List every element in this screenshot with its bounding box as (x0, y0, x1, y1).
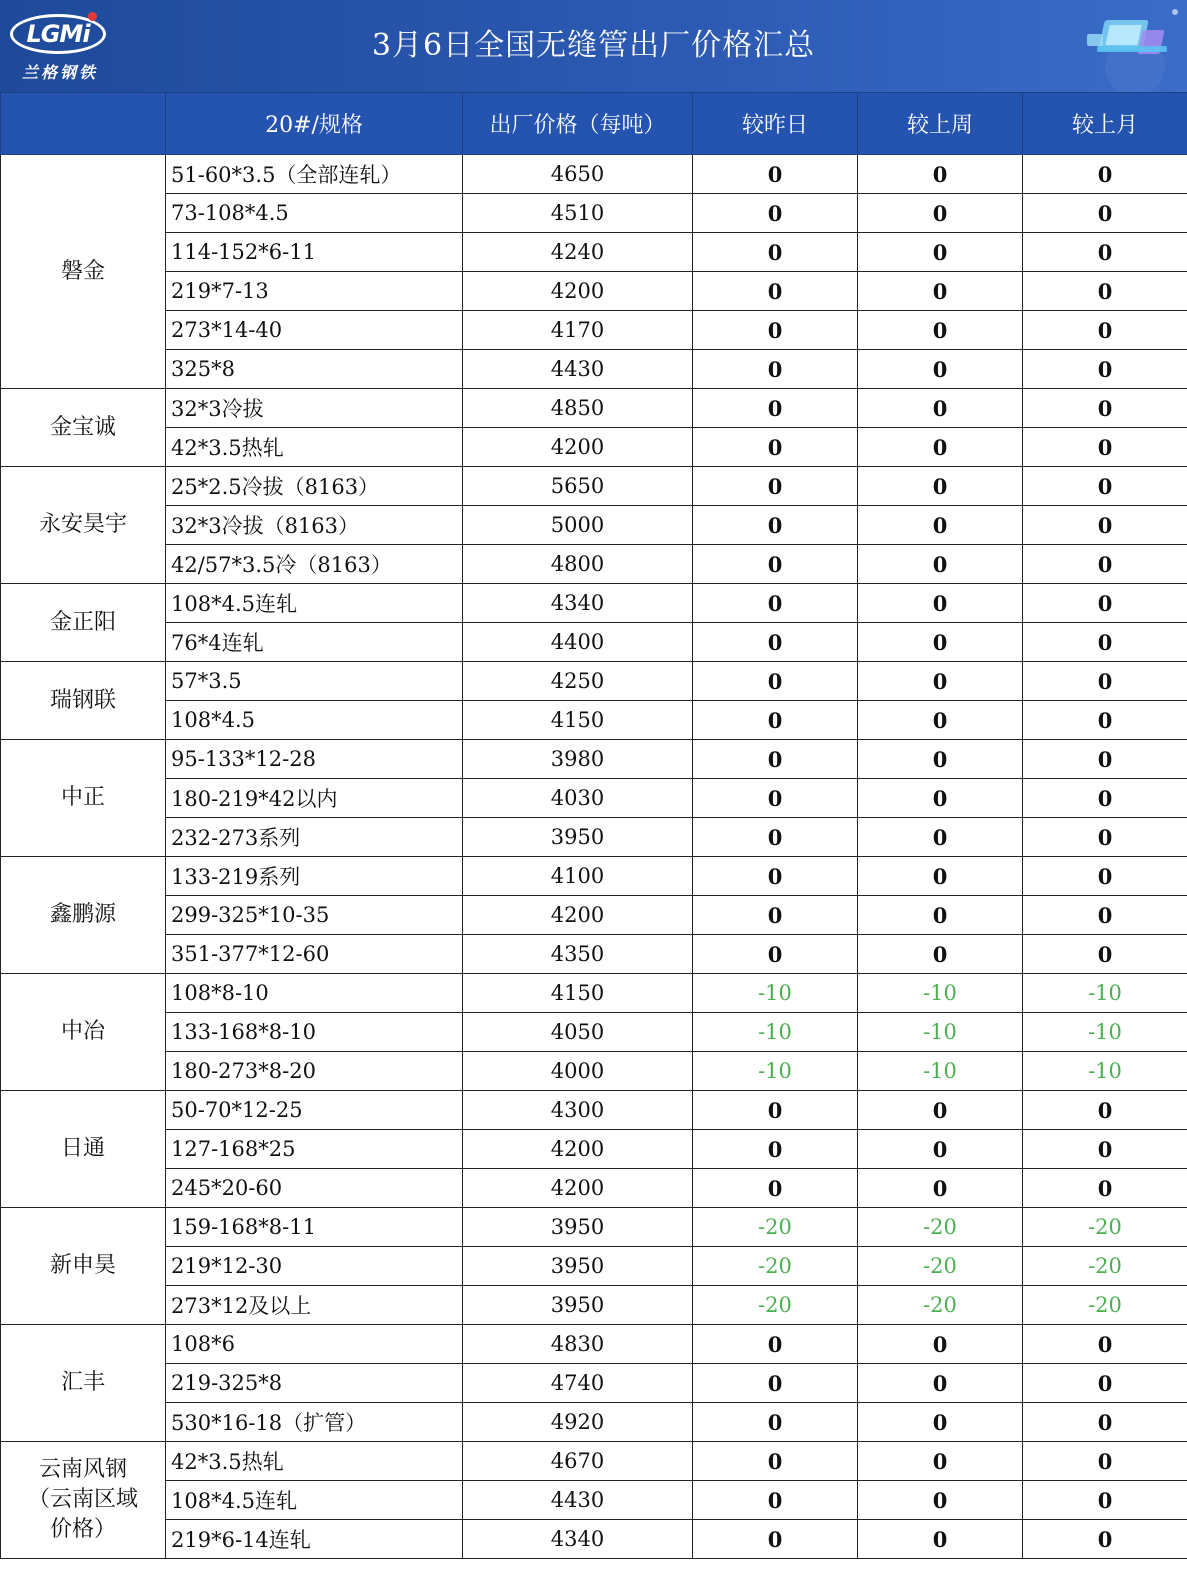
column-header-price: 出厂价格（每吨） (463, 93, 693, 155)
change-vs-last-month-cell: -20 (1023, 1247, 1187, 1286)
table-row (1, 1169, 1187, 1208)
company-name-cell: 云南风钢（云南区域价格） (1, 1442, 166, 1559)
change-vs-yesterday-cell: 0 (693, 896, 858, 935)
change-vs-yesterday-cell: 0 (693, 155, 858, 194)
table-row (1, 272, 1187, 311)
change-vs-last-month-cell: 0 (1023, 1481, 1187, 1520)
change-vs-yesterday-cell: 0 (693, 350, 858, 389)
change-vs-last-week-cell: 0 (858, 818, 1023, 857)
table-row (1, 1286, 1187, 1325)
table-row (1, 623, 1187, 662)
change-vs-last-month-cell: 0 (1023, 1325, 1187, 1364)
price-cell: 4030 (463, 779, 693, 818)
price-cell: 4850 (463, 389, 693, 428)
change-vs-last-week-cell: 0 (858, 896, 1023, 935)
table-row (1, 974, 1187, 1013)
spec-cell: 51-60*3.5（全部连轧） (166, 155, 463, 194)
change-vs-last-week-cell: 0 (858, 194, 1023, 233)
spec-cell: 32*3冷拔（8163） (166, 506, 463, 545)
change-vs-last-week-cell: 0 (858, 467, 1023, 506)
change-vs-yesterday-cell: 0 (693, 1481, 858, 1520)
change-vs-yesterday-cell: 0 (693, 1169, 858, 1208)
change-vs-last-week-cell: -20 (858, 1247, 1023, 1286)
column-header-vs-yesterday: 较昨日 (693, 93, 858, 155)
change-vs-last-month-cell: 0 (1023, 1091, 1187, 1130)
spec-cell: 219-325*8 (166, 1364, 463, 1403)
change-vs-last-week-cell: 0 (858, 623, 1023, 662)
price-cell: 4150 (463, 701, 693, 740)
price-cell: 3950 (463, 1247, 693, 1286)
price-cell: 4510 (463, 194, 693, 233)
table-row (1, 740, 1187, 779)
change-vs-last-month-cell: 0 (1023, 935, 1187, 974)
price-cell: 4170 (463, 311, 693, 350)
change-vs-last-week-cell: 0 (858, 1520, 1023, 1559)
price-cell: 4250 (463, 662, 693, 701)
price-cell: 4000 (463, 1052, 693, 1091)
price-cell: 4920 (463, 1403, 693, 1442)
header-banner (0, 0, 1187, 92)
change-vs-last-week-cell: 0 (858, 311, 1023, 350)
change-vs-last-week-cell: 0 (858, 1091, 1023, 1130)
change-vs-last-month-cell: 0 (1023, 1442, 1187, 1481)
change-vs-last-month-cell: -20 (1023, 1208, 1187, 1247)
change-vs-last-week-cell: -10 (858, 974, 1023, 1013)
page-title: 3月6日全国无缝管出厂价格汇总 (371, 28, 816, 63)
spec-cell: 108*4.5连轧 (166, 1481, 463, 1520)
spec-cell: 325*8 (166, 350, 463, 389)
table-row (1, 896, 1187, 935)
table-row (1, 1013, 1187, 1052)
change-vs-last-month-cell: -10 (1023, 1052, 1187, 1091)
change-vs-yesterday-cell: 0 (693, 1364, 858, 1403)
table-row (1, 467, 1187, 506)
spec-cell: 273*12及以上 (166, 1286, 463, 1325)
price-cell: 4340 (463, 584, 693, 623)
price-cell: 3950 (463, 1208, 693, 1247)
change-vs-last-week-cell: 0 (858, 389, 1023, 428)
change-vs-last-month-cell: 0 (1023, 857, 1187, 896)
change-vs-yesterday-cell: 0 (693, 935, 858, 974)
table-row (1, 389, 1187, 428)
change-vs-yesterday-cell: 0 (693, 1325, 858, 1364)
change-vs-last-month-cell: 0 (1023, 155, 1187, 194)
spec-cell: 42*3.5热轧 (166, 428, 463, 467)
change-vs-last-month-cell: 0 (1023, 389, 1187, 428)
change-vs-last-month-cell: 0 (1023, 272, 1187, 311)
change-vs-yesterday-cell: 0 (693, 1130, 858, 1169)
spec-cell: 108*4.5 (166, 701, 463, 740)
change-vs-last-month-cell: 0 (1023, 584, 1187, 623)
price-cell: 4200 (463, 1169, 693, 1208)
column-header-spec: 20#/规格 (166, 93, 463, 155)
change-vs-yesterday-cell: 0 (693, 311, 858, 350)
spec-cell: 159-168*8-11 (166, 1208, 463, 1247)
table-row (1, 1091, 1187, 1130)
spec-cell: 219*12-30 (166, 1247, 463, 1286)
price-cell: 4200 (463, 272, 693, 311)
change-vs-last-month-cell: 0 (1023, 896, 1187, 935)
change-vs-yesterday-cell: 0 (693, 857, 858, 896)
change-vs-last-week-cell: 0 (858, 428, 1023, 467)
column-header-company (1, 93, 166, 155)
change-vs-last-week-cell: -20 (858, 1286, 1023, 1325)
price-cell: 4350 (463, 935, 693, 974)
table-row (1, 545, 1187, 584)
spec-cell: 42*3.5热轧 (166, 1442, 463, 1481)
spec-cell: 245*20-60 (166, 1169, 463, 1208)
price-cell: 3950 (463, 818, 693, 857)
change-vs-yesterday-cell: 0 (693, 1520, 858, 1559)
change-vs-yesterday-cell: -20 (693, 1247, 858, 1286)
price-cell: 4830 (463, 1325, 693, 1364)
spec-cell: 133-168*8-10 (166, 1013, 463, 1052)
price-table (0, 92, 1187, 1559)
change-vs-yesterday-cell: 0 (693, 272, 858, 311)
change-vs-last-week-cell: 0 (858, 1364, 1023, 1403)
change-vs-yesterday-cell: 0 (693, 545, 858, 584)
change-vs-yesterday-cell: 0 (693, 584, 858, 623)
change-vs-yesterday-cell: 0 (693, 818, 858, 857)
price-cell: 4340 (463, 1520, 693, 1559)
change-vs-yesterday-cell: 0 (693, 1442, 858, 1481)
table-row (1, 194, 1187, 233)
change-vs-yesterday-cell: 0 (693, 194, 858, 233)
change-vs-yesterday-cell: 0 (693, 740, 858, 779)
change-vs-last-month-cell: -10 (1023, 1013, 1187, 1052)
column-header-vs-last-month: 较上月 (1023, 93, 1187, 155)
price-cell: 4670 (463, 1442, 693, 1481)
spec-cell: 299-325*10-35 (166, 896, 463, 935)
change-vs-yesterday-cell: 0 (693, 779, 858, 818)
change-vs-yesterday-cell: 0 (693, 623, 858, 662)
company-name-cell: 日通 (1, 1091, 166, 1208)
change-vs-last-week-cell: 0 (858, 1325, 1023, 1364)
change-vs-last-month-cell: 0 (1023, 428, 1187, 467)
spec-cell: 232-273系列 (166, 818, 463, 857)
table-row (1, 1364, 1187, 1403)
change-vs-yesterday-cell: -10 (693, 1013, 858, 1052)
change-vs-last-month-cell: 0 (1023, 701, 1187, 740)
change-vs-last-week-cell: -10 (858, 1013, 1023, 1052)
spec-cell: 133-219系列 (166, 857, 463, 896)
table-row (1, 857, 1187, 896)
price-cell: 4200 (463, 428, 693, 467)
table-row (1, 818, 1187, 857)
spec-cell: 108*4.5连轧 (166, 584, 463, 623)
company-name-cell: 鑫鹏源 (1, 857, 166, 974)
change-vs-last-week-cell: 0 (858, 740, 1023, 779)
spec-cell: 108*8-10 (166, 974, 463, 1013)
company-name-cell: 汇丰 (1, 1325, 166, 1442)
table-row (1, 935, 1187, 974)
change-vs-last-month-cell: 0 (1023, 1169, 1187, 1208)
table-row (1, 1208, 1187, 1247)
change-vs-last-month-cell: 0 (1023, 779, 1187, 818)
change-vs-yesterday-cell: -10 (693, 974, 858, 1013)
change-vs-last-month-cell: 0 (1023, 194, 1187, 233)
change-vs-last-month-cell: 0 (1023, 1364, 1187, 1403)
table-row (1, 701, 1187, 740)
table-row (1, 779, 1187, 818)
price-cell: 4800 (463, 545, 693, 584)
table-row (1, 233, 1187, 272)
company-name-cell: 新申昊 (1, 1208, 166, 1325)
price-cell: 4430 (463, 1481, 693, 1520)
price-cell: 3980 (463, 740, 693, 779)
change-vs-yesterday-cell: 0 (693, 233, 858, 272)
price-cell: 5000 (463, 506, 693, 545)
change-vs-last-month-cell: 0 (1023, 1130, 1187, 1169)
change-vs-last-week-cell: 0 (858, 506, 1023, 545)
change-vs-last-week-cell: 0 (858, 779, 1023, 818)
change-vs-yesterday-cell: 0 (693, 389, 858, 428)
table-row (1, 311, 1187, 350)
change-vs-last-week-cell: -10 (858, 1052, 1023, 1091)
change-vs-last-week-cell: 0 (858, 1169, 1023, 1208)
price-cell: 4740 (463, 1364, 693, 1403)
logo-cn-text: 兰格钢铁 (21, 63, 98, 82)
change-vs-yesterday-cell: -20 (693, 1208, 858, 1247)
spec-cell: 530*16-18（扩管） (166, 1403, 463, 1442)
price-cell: 4200 (463, 1130, 693, 1169)
change-vs-last-month-cell: 0 (1023, 1403, 1187, 1442)
table-row (1, 350, 1187, 389)
table-row (1, 1520, 1187, 1559)
spec-cell: 273*14-40 (166, 311, 463, 350)
change-vs-last-month-cell: -10 (1023, 974, 1187, 1013)
spec-cell: 219*7-13 (166, 272, 463, 311)
table-row (1, 1403, 1187, 1442)
table-row (1, 1325, 1187, 1364)
table-row (1, 1442, 1187, 1481)
logo-text: LGMi (26, 20, 90, 48)
table-row (1, 428, 1187, 467)
table-row (1, 1130, 1187, 1169)
company-name-cell: 永安昊宇 (1, 467, 166, 584)
change-vs-last-month-cell: 0 (1023, 311, 1187, 350)
spec-cell: 57*3.5 (166, 662, 463, 701)
change-vs-last-week-cell: 0 (858, 1481, 1023, 1520)
price-cell: 4400 (463, 623, 693, 662)
change-vs-yesterday-cell: -10 (693, 1052, 858, 1091)
table-row (1, 1481, 1187, 1520)
price-cell: 4200 (463, 896, 693, 935)
price-cell: 4650 (463, 155, 693, 194)
spec-cell: 180-273*8-20 (166, 1052, 463, 1091)
company-name-cell: 中冶 (1, 974, 166, 1091)
price-cell: 4100 (463, 857, 693, 896)
change-vs-last-week-cell: 0 (858, 545, 1023, 584)
change-vs-yesterday-cell: 0 (693, 467, 858, 506)
table-body (1, 155, 1187, 1559)
spec-cell: 32*3冷拔 (166, 389, 463, 428)
change-vs-last-week-cell: 0 (858, 1403, 1023, 1442)
change-vs-last-week-cell: 0 (858, 155, 1023, 194)
spec-cell: 50-70*12-25 (166, 1091, 463, 1130)
price-cell: 3950 (463, 1286, 693, 1325)
spec-cell: 73-108*4.5 (166, 194, 463, 233)
spec-cell: 351-377*12-60 (166, 935, 463, 974)
change-vs-last-month-cell: 0 (1023, 467, 1187, 506)
change-vs-last-month-cell: 0 (1023, 1520, 1187, 1559)
spec-cell: 114-152*6-11 (166, 233, 463, 272)
spec-cell: 76*4连轧 (166, 623, 463, 662)
spec-cell: 108*6 (166, 1325, 463, 1364)
decorative-illustration-icon (1057, 0, 1187, 92)
change-vs-last-week-cell: 0 (858, 857, 1023, 896)
change-vs-last-week-cell: 0 (858, 1442, 1023, 1481)
table-row (1, 1247, 1187, 1286)
spec-cell: 25*2.5冷拔（8163） (166, 467, 463, 506)
spec-cell: 42/57*3.5冷（8163） (166, 545, 463, 584)
price-cell: 5650 (463, 467, 693, 506)
change-vs-last-week-cell: 0 (858, 701, 1023, 740)
change-vs-last-week-cell: 0 (858, 584, 1023, 623)
spec-cell: 127-168*25 (166, 1130, 463, 1169)
change-vs-last-week-cell: 0 (858, 662, 1023, 701)
company-name-cell: 瑞钢联 (1, 662, 166, 740)
table-row (1, 506, 1187, 545)
table-row (1, 662, 1187, 701)
change-vs-yesterday-cell: 0 (693, 506, 858, 545)
change-vs-yesterday-cell: 0 (693, 1403, 858, 1442)
spec-cell: 95-133*12-28 (166, 740, 463, 779)
column-header-vs-last-week: 较上周 (858, 93, 1023, 155)
change-vs-last-month-cell: 0 (1023, 545, 1187, 584)
change-vs-last-month-cell: 0 (1023, 662, 1187, 701)
company-name-cell: 金正阳 (1, 584, 166, 662)
change-vs-yesterday-cell: 0 (693, 1091, 858, 1130)
change-vs-last-month-cell: 0 (1023, 350, 1187, 389)
change-vs-last-week-cell: 0 (858, 935, 1023, 974)
company-name-cell: 金宝诚 (1, 389, 166, 467)
change-vs-last-week-cell: 0 (858, 233, 1023, 272)
table-row (1, 155, 1187, 194)
change-vs-yesterday-cell: -20 (693, 1286, 858, 1325)
change-vs-yesterday-cell: 0 (693, 428, 858, 467)
table-header-row (1, 93, 1187, 155)
change-vs-last-month-cell: 0 (1023, 233, 1187, 272)
price-cell: 4430 (463, 350, 693, 389)
change-vs-last-week-cell: -20 (858, 1208, 1023, 1247)
price-cell: 4300 (463, 1091, 693, 1130)
company-name-cell: 中正 (1, 740, 166, 857)
change-vs-last-month-cell: 0 (1023, 506, 1187, 545)
price-cell: 4050 (463, 1013, 693, 1052)
company-name-cell: 磐金 (1, 155, 166, 389)
change-vs-yesterday-cell: 0 (693, 662, 858, 701)
change-vs-yesterday-cell: 0 (693, 701, 858, 740)
change-vs-last-week-cell: 0 (858, 350, 1023, 389)
change-vs-last-month-cell: -20 (1023, 1286, 1187, 1325)
change-vs-last-month-cell: 0 (1023, 818, 1187, 857)
table-row (1, 584, 1187, 623)
change-vs-last-week-cell: 0 (858, 1130, 1023, 1169)
change-vs-last-week-cell: 0 (858, 272, 1023, 311)
change-vs-last-month-cell: 0 (1023, 623, 1187, 662)
price-cell: 4150 (463, 974, 693, 1013)
change-vs-last-month-cell: 0 (1023, 740, 1187, 779)
price-cell: 4240 (463, 233, 693, 272)
table-row (1, 1052, 1187, 1091)
spec-cell: 180-219*42以内 (166, 779, 463, 818)
spec-cell: 219*6-14连轧 (166, 1520, 463, 1559)
